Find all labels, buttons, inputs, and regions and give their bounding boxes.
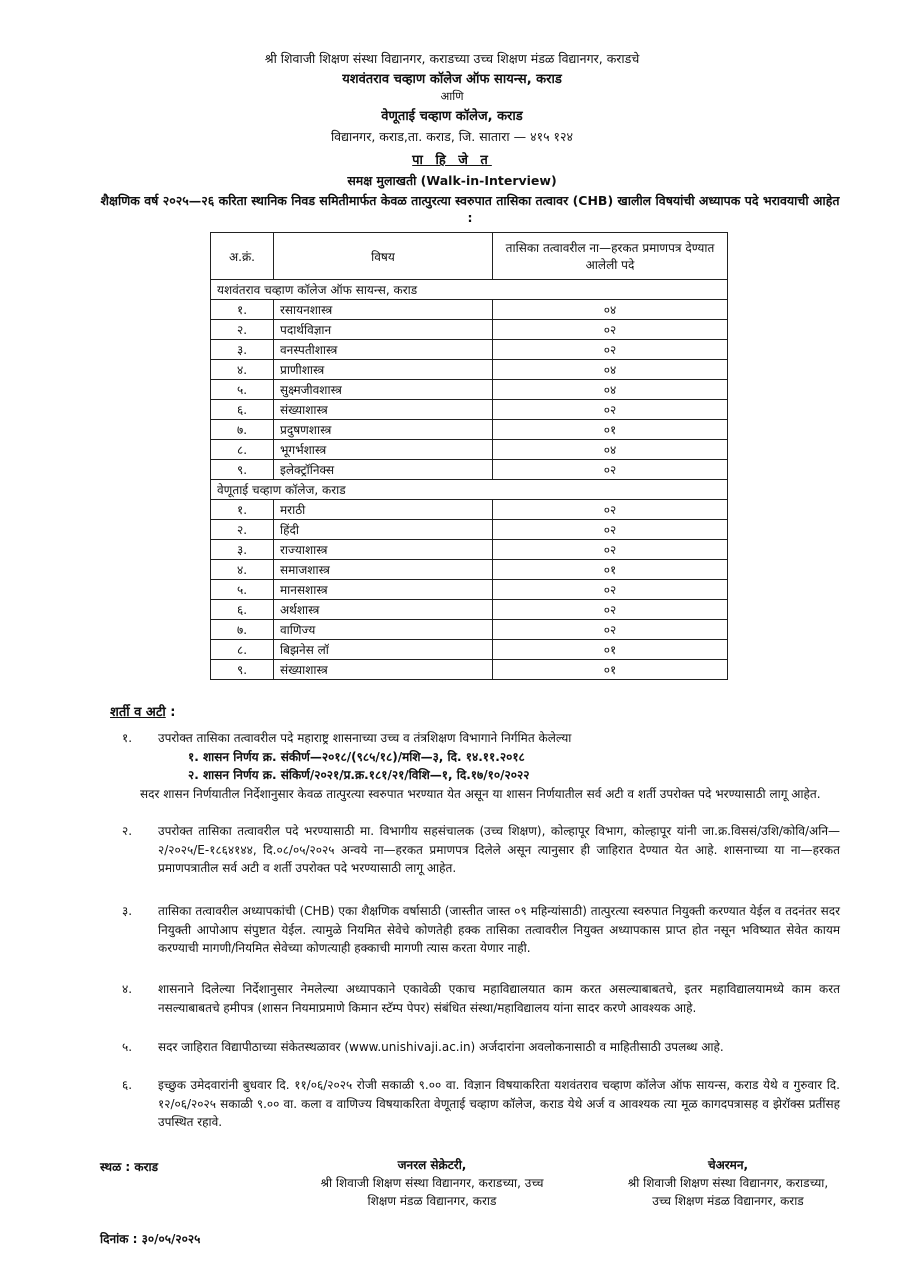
- serial-cell: २.: [211, 520, 274, 540]
- interview-heading: समक्ष मुलाखती (Walk-in-Interview): [347, 173, 557, 188]
- table-row: [211, 600, 728, 620]
- condition-text: सदर जाहिरात विद्यापीठाच्या संकेतस्थळावर (www.unishivaji.ac.in) अर्जदारांना अवलोकनासाठी व माहितीसाठी उपलब्ध आहे.: [158, 1040, 724, 1054]
- condition-item-4: [122, 980, 840, 1017]
- table-row: [211, 400, 728, 420]
- posts-cell: ०४: [493, 360, 728, 380]
- header-serial: अ.क्रं.: [211, 233, 274, 280]
- posts-cell: ०२: [493, 400, 728, 420]
- table-body: [211, 280, 728, 680]
- serial-cell: ४.: [211, 560, 274, 580]
- and-text: आणि: [440, 89, 464, 103]
- table-row: [211, 580, 728, 600]
- secretary-line-1: श्री शिवाजी शिक्षण संस्था विद्यानगर, कराडच्या, उच्च: [320, 1176, 544, 1190]
- subject-cell: बिझनेस लॉ: [274, 640, 493, 660]
- serial-cell: ७.: [211, 420, 274, 440]
- wanted-text: पा हि जे त: [412, 153, 492, 168]
- section-title: यशवंतराव चव्हाण कॉलेज ऑफ सायन्स, कराड: [211, 280, 728, 300]
- posts-cell: ०२: [493, 620, 728, 640]
- condition-number: ४.: [122, 982, 133, 996]
- table-row: [211, 420, 728, 440]
- subject-cell: सुक्ष्मजीवशास्त्र: [274, 380, 493, 400]
- header-posts: तासिका तत्वावरील ना—हरकत प्रमाणपत्र देण्यात आलेली पदे: [493, 233, 728, 280]
- table-row: [211, 340, 728, 360]
- subject-cell: वाणिज्य: [274, 620, 493, 640]
- serial-cell: ३.: [211, 540, 274, 560]
- subject-cell: रसायनशास्त्र: [274, 300, 493, 320]
- serial-cell: २.: [211, 320, 274, 340]
- posts-cell: ०४: [493, 380, 728, 400]
- table-header-row: [211, 233, 728, 280]
- serial-cell: ५.: [211, 380, 274, 400]
- condition-text-continued: सदर शासन निर्णयातील निर्देशानुसार केवळ तात्पुरत्या स्वरुपात भरण्यात येत असून या शासन निर्णयातील सर्व अटी व शर्ती उपरोक्त पदे भरण्यासाठी लागू आहेत.: [140, 786, 821, 801]
- posts-cell: ०२: [493, 340, 728, 360]
- subject-cell: अर्थशास्त्र: [274, 600, 493, 620]
- serial-cell: ६.: [211, 600, 274, 620]
- subject-cell: प्राणीशास्त्र: [274, 360, 493, 380]
- table-row: [211, 660, 728, 680]
- condition-text: तासिका तत्वावरील अध्यापकांची (CHB) एका शैक्षणिक वर्षासाठी (जास्तीत जास्त ०९ महिन्यांसाठी) तात्पुरत्या स्वरुपात नियुक्ती करण्यात येईल व तदनंतर सदर नियुक्ती आपोआप संपुष्टात येईल. त्यामुळे नियमित सेवेचे कोणतेही हक्क तासिका तत्वावरील नियुक्त अध्यापकास प्राप्त होत नसून भविष्यात सेवेत कायम करण्याची मागणी/नियमित सेवेच्या कोणत्याही हक्काची मागणी त्यास करता येणार नाही.: [158, 904, 840, 955]
- posts-cell: ०२: [493, 540, 728, 560]
- college-name-1: यशवंतराव चव्हाण कॉलेज ऑफ सायन्स, कराड: [342, 72, 562, 87]
- posts-cell: ०४: [493, 300, 728, 320]
- address-line: विद्यानगर, कराड,ता. कराड, जि. सातारा — ४१५ १२४: [330, 129, 574, 144]
- table-row: [211, 520, 728, 540]
- serial-cell: ४.: [211, 360, 274, 380]
- table-row: [211, 320, 728, 340]
- section-title: वेणूताई चव्हाण कॉलेज, कराड: [211, 480, 728, 500]
- posts-cell: ०१: [493, 560, 728, 580]
- condition-number: १.: [122, 731, 133, 745]
- posts-cell: ०२: [493, 520, 728, 540]
- institution-line: श्री शिवाजी शिक्षण संस्था विद्यानगर, कराडच्या उच्च शिक्षण मंडळ विद्यानगर, कराडचे: [264, 51, 640, 66]
- table-row: [211, 540, 728, 560]
- conditions-title-text: शर्ती व अटी: [110, 705, 166, 720]
- serial-cell: १.: [211, 500, 274, 520]
- subject-cell: समाजशास्त्र: [274, 560, 493, 580]
- posts-cell: ०२: [493, 500, 728, 520]
- table-row: [211, 640, 728, 660]
- serial-cell: ५.: [211, 580, 274, 600]
- college-name-2: वेणूताई चव्हाण कॉलेज, कराड: [381, 109, 523, 124]
- serial-cell: ८.: [211, 440, 274, 460]
- table-row: [211, 440, 728, 460]
- subject-cell: मानसशास्त्र: [274, 580, 493, 600]
- wanted-heading: [0, 150, 904, 168]
- table-row: [211, 500, 728, 520]
- secretary-block: [282, 1156, 582, 1210]
- chairman-line-1: श्री शिवाजी शिक्षण संस्था विद्यानगर, कराडच्या,: [627, 1176, 829, 1190]
- secretary-line-2: शिक्षण मंडळ विद्यानगर, कराड: [367, 1194, 497, 1208]
- posts-cell: ०२: [493, 600, 728, 620]
- posts-cell: ०२: [493, 460, 728, 480]
- posts-cell: ०१: [493, 420, 728, 440]
- condition-text: इच्छुक उमेदवारांनी बुधवार दि. ११/०६/२०२५ रोजी सकाळी ९.०० वा. विज्ञान विषयाकरिता यशवंतराव चव्हाण कॉलेज ऑफ सायन्स, कराड येथे व गुरुवार दि. १२/०६/२०२५ सकाळी ९.०० वा. कला व वाणिज्य विषयाकरिता वेणूताई चव्हाण कॉलेज, कराड येथे अर्ज व आवश्यक त्या मूळ कागदपत्रासह व झेरॉक्स प्रतींसह उपस्थित रहावे.: [158, 1078, 840, 1129]
- posts-cell: ०४: [493, 440, 728, 460]
- secretary-title: जनरल सेक्रेटरी,: [397, 1158, 467, 1172]
- condition-number: ६.: [122, 1078, 133, 1092]
- serial-cell: ६.: [211, 400, 274, 420]
- chairman-line-2: उच्च शिक्षण मंडळ विद्यानगर, कराड: [652, 1194, 804, 1208]
- condition-item-5: [122, 1038, 840, 1057]
- subject-cell: वनस्पतीशास्त्र: [274, 340, 493, 360]
- condition-text: शासनाने दिलेल्या निर्देशानुसार नेमलेल्या अध्यापकाने एकावेळी एकाच महाविद्यालयात काम करत असल्याबाबतचे, इतर महाविद्यालयामध्ये काम करत नसल्याबाबतचे हमीपत्र (शासन नियमाप्रमाणे किमान स्टॅम्प पेपर) संबंधित संस्था/महाविद्यालय यांना सादर करणे आवश्यक आहे.: [158, 982, 840, 1015]
- subject-cell: संख्याशास्त्र: [274, 660, 493, 680]
- conditions-title: [110, 702, 175, 720]
- serial-cell: ८.: [211, 640, 274, 660]
- intro-paragraph: शैक्षणिक वर्ष २०२५—२६ करिता स्थानिक निवड समितीमार्फत केवळ तात्पुरत्या स्वरुपात तासिका तत्वावर (CHB) खालील विषयांची अध्यापक पदे भरावयाची आहेत :: [100, 193, 840, 225]
- posts-table: [210, 232, 728, 680]
- table-row: [211, 620, 728, 640]
- serial-cell: ९.: [211, 660, 274, 680]
- subject-cell: मराठी: [274, 500, 493, 520]
- subject-cell: पदार्थविज्ञान: [274, 320, 493, 340]
- condition-item-1: [122, 729, 840, 803]
- condition-text: उपरोक्त तासिका तत्वावरील पदे भरण्यासाठी मा. विभागीय सहसंचालक (उच्च शिक्षण), कोल्हापूर विभाग, कोल्हापूर यांनी जा.क्र.विससं/उशि/कोवि/अनि—२/२०२५/E-१८६४१४४, दि.०८/०५/२०२५ अन्वये ना—हरकत प्रमाणपत्र दिलेले असून त्यानुसार ही जाहिरात देण्यात येत आहे. शासनाच्या या ना—हरकत प्रमाणपत्रातील सर्व अटी व शर्ती उपरोक्त पदे भरण्यासाठी लागू आहेत.: [158, 824, 840, 875]
- table-section-row: [211, 480, 728, 500]
- table-section-row: [211, 280, 728, 300]
- posts-cell: ०१: [493, 640, 728, 660]
- condition-text: उपरोक्त तासिका तत्वावरील पदे महाराष्ट्र शासनाच्या उच्च व तंत्रशिक्षण विभागाने निर्गमित केलेल्या: [158, 731, 572, 745]
- chairman-block: [588, 1156, 868, 1210]
- condition-gr-2: २. शासन निर्णय क्र. संकिर्ण/२०२१/प्र.क्र.१८१/२१/विशि—१, दि.१७/१०/२०२२: [188, 768, 530, 782]
- header-subject: विषय: [274, 233, 493, 280]
- serial-cell: ९.: [211, 460, 274, 480]
- subject-cell: प्रदुषणशास्त्र: [274, 420, 493, 440]
- table-row: [211, 360, 728, 380]
- table-row: [211, 560, 728, 580]
- chairman-title: चेअरमन,: [707, 1158, 749, 1172]
- serial-cell: ७.: [211, 620, 274, 640]
- conditions-colon: :: [170, 705, 176, 720]
- subject-cell: भूगर्भशास्त्र: [274, 440, 493, 460]
- condition-number: ३.: [122, 904, 133, 918]
- date-line: दिनांक : ३०/०५/२०२५: [100, 1232, 201, 1246]
- condition-item-3: [122, 902, 840, 958]
- subject-cell: इलेक्ट्रॉनिक्स: [274, 460, 493, 480]
- condition-number: २.: [122, 824, 133, 838]
- table-row: [211, 460, 728, 480]
- condition-gr-1: १. शासन निर्णय क्र. संकीर्ण—२०१८/(९८५/१८)/मशि—३, दि. १४.११.२०१८: [188, 749, 525, 764]
- posts-cell: ०२: [493, 320, 728, 340]
- subject-cell: राज्याशास्त्र: [274, 540, 493, 560]
- subject-cell: संख्याशास्त्र: [274, 400, 493, 420]
- condition-number: ५.: [122, 1040, 133, 1054]
- subject-cell: हिंदी: [274, 520, 493, 540]
- table-row: [211, 380, 728, 400]
- table-row: [211, 300, 728, 320]
- condition-item-2: [122, 822, 840, 878]
- condition-item-6: [122, 1076, 840, 1132]
- serial-cell: ३.: [211, 340, 274, 360]
- place-line: स्थळ : कराड: [100, 1160, 159, 1174]
- serial-cell: १.: [211, 300, 274, 320]
- posts-cell: ०२: [493, 580, 728, 600]
- posts-cell: ०१: [493, 660, 728, 680]
